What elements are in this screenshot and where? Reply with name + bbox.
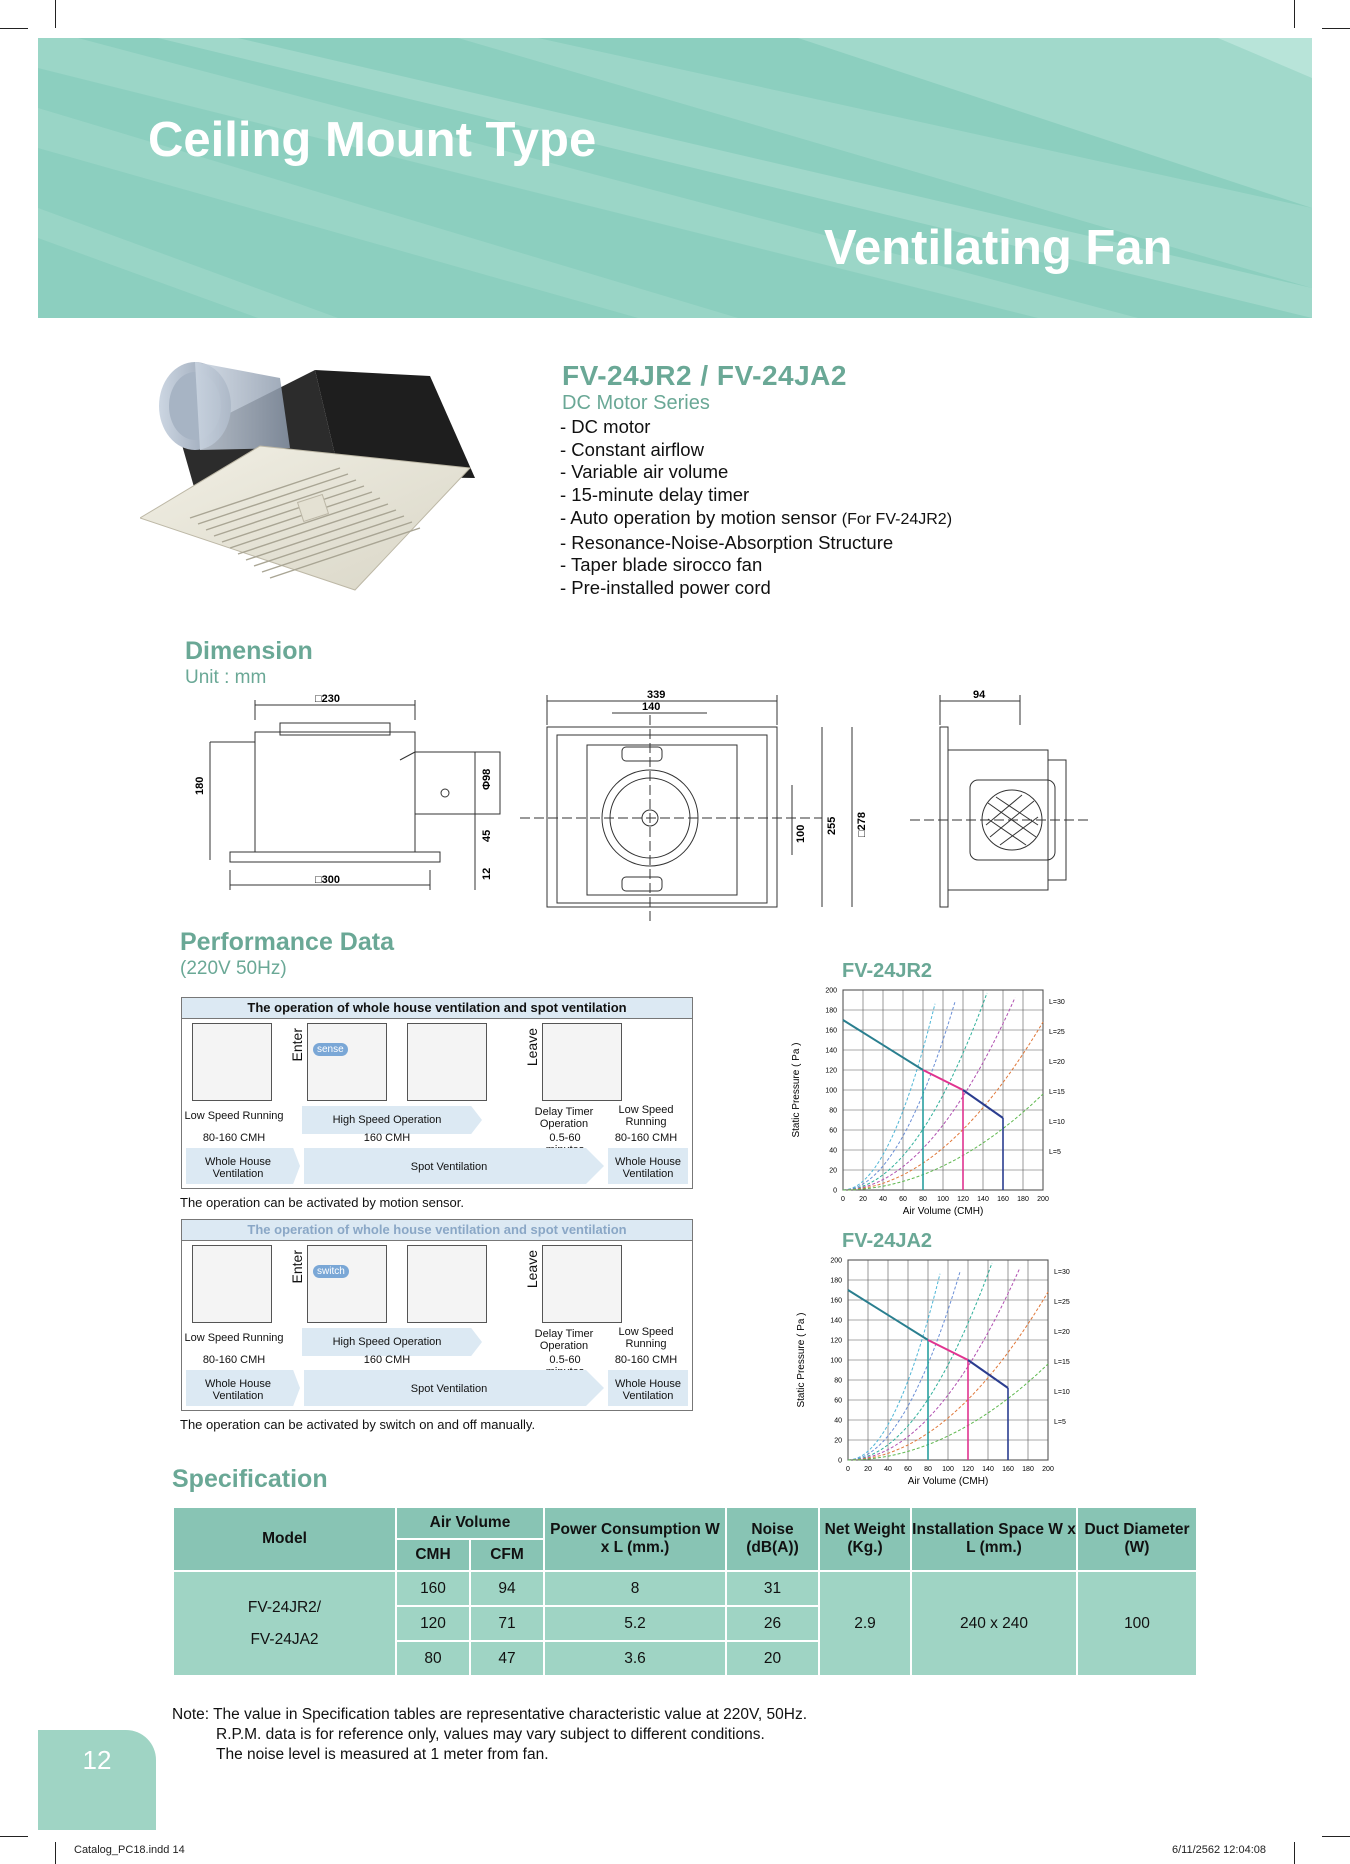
cell-cfm: 47 xyxy=(470,1641,544,1676)
y-tick-label: 80 xyxy=(834,1377,842,1385)
cell-noise: 26 xyxy=(726,1606,819,1641)
x-tick-label: 160 xyxy=(997,1196,1009,1203)
x-tick-label: 60 xyxy=(899,1196,907,1203)
model-line: FV-24JR2/ xyxy=(247,1598,322,1616)
th-install: Installation Space W x L (mm.) xyxy=(911,1507,1077,1571)
crop-mark xyxy=(1322,1836,1350,1837)
page-number: 12 xyxy=(82,1745,112,1775)
x-tick-label: 160 xyxy=(1002,1466,1014,1473)
cell-cmh: 160 xyxy=(396,1571,470,1606)
feature-item: - Taper blade sirocco fan xyxy=(560,554,763,576)
model-cell xyxy=(173,1571,396,1676)
crop-mark xyxy=(1322,28,1350,29)
whole-house-label: Whole House Ventilation xyxy=(614,1378,682,1402)
room-scene xyxy=(407,1023,487,1101)
low-speed-value: 80-160 CMH xyxy=(614,1132,678,1144)
y-tick-label: 180 xyxy=(830,1277,842,1285)
room-scene xyxy=(407,1245,487,1323)
slug-date: 6/11/2562 12:04:08 xyxy=(1172,1844,1266,1856)
dim-label: 100 xyxy=(795,824,807,843)
x-axis-label: Air Volume (CMH) xyxy=(902,1206,984,1217)
dim-label: 140 xyxy=(642,701,661,713)
delay-label: Delay Timer Operation xyxy=(534,1106,594,1130)
whole-house-label: Whole House Ventilation xyxy=(204,1156,272,1180)
dimension-front-view xyxy=(512,685,872,925)
product-photo xyxy=(140,358,485,596)
y-tick-label: 180 xyxy=(825,1007,837,1015)
dim-label: □300 xyxy=(315,874,340,886)
y-tick-label: 140 xyxy=(830,1317,842,1325)
x-tick-label: 40 xyxy=(879,1196,887,1203)
x-tick-label: 40 xyxy=(884,1466,892,1473)
crop-mark xyxy=(0,28,28,29)
x-tick-label: 100 xyxy=(937,1196,949,1203)
low-speed-label: Low Speed Running xyxy=(184,1332,284,1344)
curve-label: L=5 xyxy=(1049,1149,1061,1156)
y-tick-label: 140 xyxy=(825,1047,837,1055)
high-speed-label: High Speed Operation xyxy=(332,1336,442,1348)
cell-cfm: 71 xyxy=(470,1606,544,1641)
low-speed-label: Low Speed Running xyxy=(618,1104,674,1128)
performance-heading: Performance Data xyxy=(180,928,394,956)
y-tick-label: 0 xyxy=(833,1187,837,1195)
leave-label: Leave xyxy=(524,1028,540,1067)
cell-noise: 31 xyxy=(726,1571,819,1606)
note-line: R.P.M. data is for reference only, values may vary subject to different conditions. xyxy=(216,1726,765,1743)
table-row xyxy=(173,1571,1197,1606)
dim-label: □278 xyxy=(856,812,868,837)
high-speed-value: 160 CMH xyxy=(363,1132,411,1144)
dim-label: Φ98 xyxy=(481,768,493,790)
low-speed-value: 80-160 CMH xyxy=(202,1354,266,1366)
cell-cmh: 120 xyxy=(396,1606,470,1641)
x-tick-label: 140 xyxy=(977,1196,989,1203)
model-series: DC Motor Series xyxy=(562,392,710,414)
y-tick-label: 120 xyxy=(830,1337,842,1345)
x-tick-label: 120 xyxy=(962,1466,974,1473)
curve-label: L=20 xyxy=(1049,1059,1065,1066)
y-tick-label: 40 xyxy=(829,1147,837,1155)
cell-power: 8 xyxy=(544,1571,726,1606)
feature-item: - DC motor xyxy=(560,416,651,437)
delay-label: Delay Timer Operation xyxy=(534,1328,594,1352)
banner-rays xyxy=(38,38,1312,318)
x-tick-label: 200 xyxy=(1037,1196,1049,1203)
performance-sub: (220V 50Hz) xyxy=(180,958,287,979)
operation-panel-title: The operation of whole house ventilation and spot ventilation xyxy=(182,998,692,1019)
curve-label: L=30 xyxy=(1049,999,1065,1006)
y-tick-label: 100 xyxy=(825,1087,837,1095)
enter-label: Enter xyxy=(289,1028,305,1062)
dim-label: 180 xyxy=(194,776,206,795)
spot-label: Spot Ventilation xyxy=(410,1383,488,1395)
th-power: Power Consumption W x L (mm.) xyxy=(544,1507,726,1571)
curve-label: L=25 xyxy=(1054,1299,1070,1306)
cell-power: 3.6 xyxy=(544,1641,726,1676)
x-tick-label: 20 xyxy=(864,1466,872,1473)
low-speed-value: 80-160 CMH xyxy=(202,1132,266,1144)
curve-label: L=30 xyxy=(1054,1269,1070,1276)
y-tick-label: 60 xyxy=(829,1127,837,1135)
high-speed-value: 160 CMH xyxy=(363,1354,411,1366)
dim-label: 339 xyxy=(647,689,666,701)
x-tick-label: 200 xyxy=(1042,1466,1054,1473)
x-tick-label: 140 xyxy=(982,1466,994,1473)
enter-label: Enter xyxy=(289,1250,305,1284)
page-title: Ceiling Mount Type xyxy=(148,113,597,167)
y-tick-label: 0 xyxy=(838,1457,842,1465)
x-tick-label: 80 xyxy=(919,1196,927,1203)
th-weight: Net Weight (Kg.) xyxy=(819,1507,911,1571)
note-line: The noise level is measured at 1 meter from fan. xyxy=(216,1746,549,1763)
model-title: FV-24JR2 / FV-24JA2 xyxy=(562,360,847,391)
y-tick-label: 20 xyxy=(829,1167,837,1175)
y-tick-label: 160 xyxy=(830,1297,842,1305)
dim-label: 94 xyxy=(973,689,986,701)
y-tick-label: 160 xyxy=(825,1027,837,1035)
curve-label: L=5 xyxy=(1054,1419,1066,1426)
feature-item: - Constant airflow xyxy=(560,438,704,460)
feature-item: - Resonance-Noise-Absorption Structure xyxy=(560,531,894,553)
th-duct: Duct Diameter (W) xyxy=(1077,1507,1197,1571)
low-speed-label: Low Speed Running xyxy=(184,1110,284,1122)
crop-mark xyxy=(1294,0,1295,28)
x-tick-label: 120 xyxy=(957,1196,969,1203)
dim-label: □230 xyxy=(315,693,340,705)
performance-chart-fv24jr2 xyxy=(785,982,1075,1222)
x-axis-label: Air Volume (CMH) xyxy=(907,1476,989,1487)
th-model: Model xyxy=(173,1507,396,1571)
x-tick-label: 80 xyxy=(924,1466,932,1473)
x-tick-label: 180 xyxy=(1022,1466,1034,1473)
cell-duct: 100 xyxy=(1077,1571,1197,1676)
cell-cmh: 80 xyxy=(396,1641,470,1676)
chart-title: FV-24JA2 xyxy=(842,1230,933,1252)
x-tick-label: 100 xyxy=(942,1466,954,1473)
room-scene xyxy=(192,1023,272,1101)
dimension-right-view xyxy=(910,685,1090,925)
y-tick-label: 60 xyxy=(834,1397,842,1405)
model-line: FV-24JA2 xyxy=(250,1630,319,1648)
dim-label: 12 xyxy=(481,867,493,880)
feature-note: (For FV-24JR2) xyxy=(841,510,953,528)
y-tick-label: 40 xyxy=(834,1417,842,1425)
feature-item: - Variable air volume xyxy=(560,461,729,483)
chart-title: FV-24JR2 xyxy=(842,960,933,982)
y-tick-label: 20 xyxy=(834,1437,842,1445)
feature-item: - 15-minute delay timer xyxy=(560,484,750,506)
curve-label: L=10 xyxy=(1049,1119,1065,1126)
operation-panel-title: The operation of whole house ventilation and spot ventilation xyxy=(182,1220,692,1241)
performance-chart-fv24ja2 xyxy=(790,1252,1080,1492)
y-axis-label: Static Pressure ( Pa ) xyxy=(791,1042,802,1138)
y-tick-label: 200 xyxy=(830,1257,842,1265)
operation-caption: The operation can be activated by motion sensor. xyxy=(180,1195,465,1210)
high-speed-label: High Speed Operation xyxy=(332,1114,442,1126)
room-scene xyxy=(307,1023,387,1101)
crop-mark xyxy=(55,0,56,28)
feature-text: - Auto operation by motion sensor xyxy=(560,506,837,528)
room-scene xyxy=(192,1245,272,1323)
dimension-heading: Dimension xyxy=(185,637,313,665)
feature-item xyxy=(560,507,952,532)
x-tick-label: 0 xyxy=(841,1196,845,1203)
whole-house-label: Whole House Ventilation xyxy=(614,1156,682,1180)
spot-label: Spot Ventilation xyxy=(410,1161,488,1173)
operation-caption: The operation can be activated by switch on and off manually. xyxy=(180,1417,536,1432)
th-cfm: CFM xyxy=(470,1539,544,1571)
delay-value: 0.5-60 xyxy=(549,1354,581,1366)
cell-power: 5.2 xyxy=(544,1606,726,1641)
specification-heading: Specification xyxy=(172,1465,328,1493)
dimension-unit: Unit : mm xyxy=(185,667,267,688)
curve-label: L=20 xyxy=(1054,1329,1070,1336)
curve-label: L=15 xyxy=(1049,1089,1065,1096)
whole-house-label: Whole House Ventilation xyxy=(204,1378,272,1402)
dim-label: 45 xyxy=(481,829,493,842)
room-scene xyxy=(542,1245,622,1323)
feature-item: - Pre-installed power cord xyxy=(560,576,771,598)
page-subtitle: Ventilating Fan xyxy=(824,221,1173,275)
feature-list xyxy=(560,416,952,600)
sense-badge: sense xyxy=(313,1043,348,1056)
y-axis-label: Static Pressure ( Pa ) xyxy=(796,1312,807,1408)
cell-cfm: 94 xyxy=(470,1571,544,1606)
th-cmh: CMH xyxy=(396,1539,470,1571)
curve-label: L=25 xyxy=(1049,1029,1065,1036)
th-noise: Noise (dB(A)) xyxy=(726,1507,819,1571)
cell-weight: 2.9 xyxy=(819,1571,911,1676)
operation-panel-switch xyxy=(181,1219,693,1411)
operation-panel-sensor xyxy=(181,997,693,1189)
switch-badge: switch xyxy=(313,1265,349,1278)
curve-label: L=10 xyxy=(1054,1389,1070,1396)
crop-mark xyxy=(1294,1842,1295,1864)
y-tick-label: 120 xyxy=(825,1067,837,1075)
specification-table xyxy=(172,1506,1198,1677)
th-air-volume: Air Volume xyxy=(396,1507,544,1539)
cell-noise: 20 xyxy=(726,1641,819,1676)
notes xyxy=(172,1705,807,1765)
curve-label: L=15 xyxy=(1054,1359,1070,1366)
y-tick-label: 200 xyxy=(825,987,837,995)
x-tick-label: 180 xyxy=(1017,1196,1029,1203)
dimension-side-view xyxy=(185,690,505,900)
cell-install: 240 x 240 xyxy=(911,1571,1077,1676)
slug-file: Catalog_PC18.indd 14 xyxy=(74,1844,185,1856)
room-scene xyxy=(542,1023,622,1101)
room-scene xyxy=(307,1245,387,1323)
header-banner xyxy=(38,38,1312,318)
crop-mark xyxy=(55,1842,56,1864)
x-tick-label: 60 xyxy=(904,1466,912,1473)
delay-value: 0.5-60 xyxy=(549,1132,581,1144)
x-tick-label: 0 xyxy=(846,1466,850,1473)
leave-label: Leave xyxy=(524,1250,540,1289)
y-tick-label: 80 xyxy=(829,1107,837,1115)
low-speed-label: Low Speed Running xyxy=(618,1326,674,1350)
x-tick-label: 20 xyxy=(859,1196,867,1203)
y-tick-label: 100 xyxy=(830,1357,842,1365)
dim-label: 255 xyxy=(826,816,838,835)
crop-mark xyxy=(0,1836,28,1837)
note-line: Note: The value in Specification tables are representative characteristic value at 220V, 50Hz. xyxy=(172,1706,808,1723)
low-speed-value: 80-160 CMH xyxy=(614,1354,678,1366)
